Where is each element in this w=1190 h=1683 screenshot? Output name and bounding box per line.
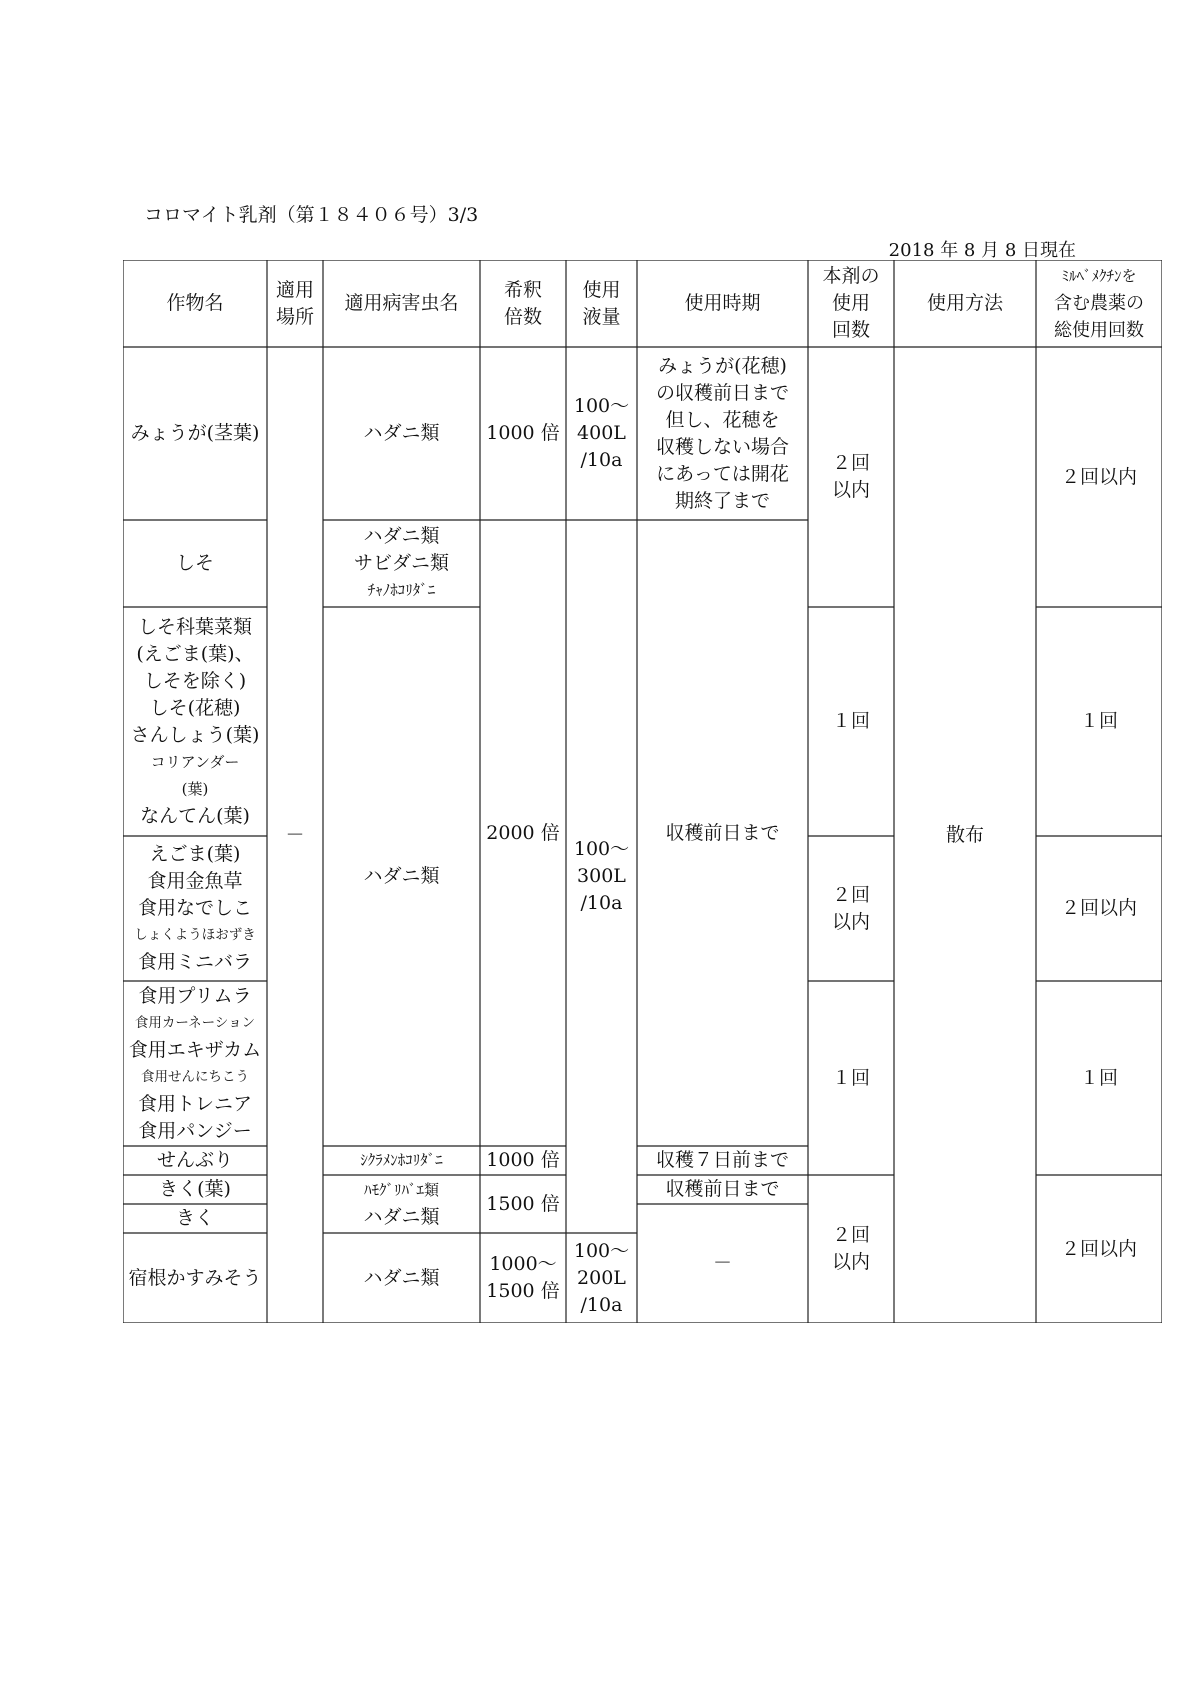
crop-kiku [123, 1204, 267, 1233]
cell-line: 食用ミニバラ [137, 951, 252, 973]
cell-text [1061, 464, 1137, 491]
cell-line: － [285, 823, 305, 846]
cell-line: ２回以内 [1060, 465, 1137, 488]
cell-line: ハダニ類 [363, 865, 440, 887]
dilution-myoga [480, 347, 566, 520]
cell-line: 散布 [945, 823, 984, 846]
crop-egoma-group [123, 836, 267, 981]
cell-text [354, 523, 449, 604]
header-count [808, 260, 894, 347]
pest-shiso [323, 520, 480, 607]
cell-text [946, 822, 984, 849]
cell-line: 100～ [573, 838, 630, 860]
cell-line: 1000 倍 [486, 422, 560, 444]
cell-text [582, 277, 620, 331]
cell-text [486, 1251, 559, 1305]
crop-senburi [123, 1146, 267, 1175]
cell-line: 収穫前日まで [665, 821, 780, 844]
pest-senburi [323, 1146, 480, 1175]
cell-line: 適用 [275, 278, 314, 301]
header-total-count [1036, 260, 1162, 347]
cell-line: しそ(花穂) [149, 696, 241, 719]
cell-line: ハダニ類 [363, 1266, 440, 1289]
cell-text [176, 1205, 214, 1232]
crop-kasumisou [123, 1233, 267, 1323]
cell-line: /10a [580, 892, 623, 914]
cell-line: 食用エキザカム [128, 1038, 262, 1061]
cell-line: 宿根かすみそう [128, 1266, 262, 1289]
cell-line: なんてん(葉) [140, 804, 250, 827]
total-c [1036, 836, 1162, 981]
cell-text [134, 841, 256, 976]
cell-text [131, 614, 260, 830]
cell-text [486, 1147, 559, 1174]
timing-main [637, 520, 808, 1146]
cell-line: １回 [1079, 710, 1118, 732]
timing-kasumisou [637, 1204, 808, 1323]
cell-text [1061, 1236, 1137, 1263]
cell-line: 食用トレニア [137, 1092, 252, 1115]
cell-text [363, 1265, 439, 1292]
cell-line: ﾊﾓｸﾞﾘﾊﾞｴ類 [363, 1181, 439, 1199]
pesticide-table [123, 260, 1162, 1323]
place-all [267, 347, 323, 1323]
cell-text [159, 1176, 231, 1203]
cell-line: /10a [580, 1293, 623, 1316]
pest-myoga [323, 347, 480, 520]
cell-line: 以内 [831, 1251, 870, 1273]
cell-line: きく [175, 1207, 214, 1229]
cell-line: 食用パンジー [138, 1119, 252, 1142]
cell-line: 以内 [831, 910, 870, 933]
cell-text [486, 420, 559, 447]
cell-line: 使用 [831, 292, 870, 314]
cell-line: 収穫しない場合 [655, 435, 789, 458]
dilution-senburi [480, 1146, 566, 1175]
header-pest [323, 260, 480, 347]
cell-text [1061, 895, 1137, 922]
cell-line: 以内 [831, 479, 870, 501]
cell-text [486, 820, 559, 847]
cell-line: 期終了まで [674, 489, 770, 512]
cell-line: 1500 倍 [486, 1192, 560, 1215]
dilution-main [480, 520, 566, 1146]
cell-line: 適用病害虫名 [344, 292, 459, 314]
cell-line: 食用なでしこ [137, 897, 252, 919]
volume-myoga [566, 347, 637, 520]
total-e [1036, 1175, 1162, 1323]
crop-kiku-leaf [123, 1175, 267, 1204]
cell-line: えごま(葉) [149, 843, 241, 865]
timing-kiku [637, 1175, 808, 1204]
cell-line: /10a [580, 449, 623, 471]
cell-line: 総使用回数 [1054, 320, 1144, 341]
cell-text [822, 263, 879, 344]
cell-line: 200L [577, 1266, 626, 1289]
crop-shiso [123, 520, 267, 607]
pest-main [323, 607, 480, 1146]
document-title: コロマイト乳剤（第１８４０６号）3/3 [144, 204, 479, 226]
cell-line: 液量 [582, 305, 621, 328]
cell-line: 使用方法 [926, 292, 1003, 314]
header-dilution [480, 260, 566, 347]
cell-line: 倍数 [503, 305, 542, 328]
method-all [894, 347, 1036, 1323]
cell-line: みょうが(花穂) [658, 354, 787, 377]
cell-line: 希釈 [503, 278, 542, 301]
cell-text [360, 1147, 443, 1174]
cell-line: 場所 [275, 305, 314, 328]
count-a [808, 347, 894, 607]
cell-text [363, 1177, 439, 1231]
cell-line: さんしょう(葉) [130, 723, 260, 746]
cell-line: 食用金魚草 [147, 870, 243, 892]
cell-line: ﾁｬﾉﾎｺﾘﾀﾞﾆ [367, 581, 436, 599]
cell-text [166, 290, 223, 317]
as-of-date: 2018 年 8 月 8 日現在 [888, 240, 1076, 261]
dilution-kiku [480, 1175, 566, 1233]
cell-text [1080, 1065, 1118, 1092]
cell-text [363, 863, 439, 890]
count-e [808, 1175, 894, 1323]
count-b [808, 607, 894, 836]
cell-text [574, 1238, 629, 1319]
cell-text [176, 550, 214, 577]
header-timing [637, 260, 808, 347]
cell-line: (葉) [181, 779, 209, 798]
cell-text [157, 1147, 233, 1174]
cell-line: せんぶり [156, 1149, 233, 1171]
cell-text [574, 836, 629, 917]
cell-text [363, 420, 439, 447]
cell-line: 食用プリムラ [138, 984, 252, 1007]
cell-line: － [712, 1252, 732, 1274]
cell-line: にあっては開花 [656, 462, 789, 485]
cell-line: しそ [175, 552, 214, 574]
cell-line: きく(葉) [159, 1178, 231, 1200]
cell-line: 2000 倍 [486, 821, 560, 844]
header-crop [123, 260, 267, 347]
cell-line: ハダニ類 [363, 422, 440, 444]
cell-line: 食用せんにちこう [141, 1068, 249, 1085]
cell-line: 1500 倍 [486, 1280, 560, 1302]
header-volume [566, 260, 637, 347]
cell-line: しそを除く) [143, 669, 247, 692]
cell-text [128, 1265, 261, 1292]
cell-text [1080, 708, 1118, 735]
cell-line: １回 [1079, 1066, 1118, 1089]
cell-text [129, 983, 262, 1145]
cell-line: 含む農薬の [1054, 293, 1144, 314]
cell-text [486, 1191, 559, 1218]
crop-shiso-family [123, 607, 267, 836]
cell-line: (えごま(葉)、 [136, 642, 254, 665]
cell-line: ﾐﾙﾍﾞﾒｸﾁﾝを [1061, 267, 1137, 285]
cell-text [285, 822, 304, 849]
cell-text [1054, 263, 1144, 344]
cell-line: 本剤の [822, 265, 880, 287]
cell-line: 作物名 [166, 292, 224, 314]
cell-text [665, 820, 779, 847]
cell-line: 100～ [573, 1239, 630, 1262]
volume-kasumisou [566, 1233, 637, 1323]
cell-line: 400L [577, 422, 626, 444]
cell-line: しそ科葉菜類 [137, 615, 252, 638]
cell-text [832, 1065, 870, 1092]
count-c [808, 836, 894, 981]
cell-text [276, 277, 314, 331]
total-b [1036, 607, 1162, 836]
pest-kasumisou [323, 1233, 480, 1323]
cell-line: ２回 [831, 452, 870, 474]
cell-text [344, 290, 458, 317]
crop-myoga [123, 347, 267, 520]
cell-line: みょうが(茎葉) [130, 422, 260, 444]
total-a [1036, 347, 1162, 607]
cell-line: コリアンダー [150, 752, 240, 771]
cell-line: ハダニ類 [363, 1206, 440, 1228]
cell-line: の収穫前日まで [655, 381, 789, 404]
count-d [808, 981, 894, 1175]
dilution-kasumisou [480, 1233, 566, 1323]
cell-text [832, 1222, 870, 1276]
volume-main [566, 520, 637, 1233]
cell-line: 1000～ [489, 1253, 557, 1275]
cell-line: 収穫前日まで [665, 1178, 780, 1200]
cell-text [927, 290, 1003, 317]
cell-line: ２回以内 [1060, 897, 1137, 919]
pest-kiku [323, 1175, 480, 1233]
timing-myoga [637, 347, 808, 520]
cell-line: 食用カーネーション [134, 1014, 256, 1031]
cell-line: 使用時期 [684, 292, 761, 314]
cell-line: サビダニ類 [353, 552, 449, 574]
cell-line: 300L [577, 865, 626, 887]
cell-line: 使用 [582, 278, 621, 301]
cell-text [504, 277, 542, 331]
cell-line: ２回 [831, 1224, 870, 1246]
cell-line: 100～ [573, 395, 630, 417]
cell-text [656, 353, 789, 515]
cell-line: 収穫７日前まで [655, 1149, 789, 1171]
cell-line: しょくようほおずき [134, 927, 256, 943]
cell-line: ハダニ類 [363, 525, 440, 547]
cell-line: 回数 [831, 319, 870, 341]
header-place [267, 260, 323, 347]
cell-text [832, 708, 870, 735]
header-method [894, 260, 1036, 347]
timing-senburi [637, 1146, 808, 1175]
cell-line: １回 [831, 1066, 870, 1089]
cell-text [656, 1147, 789, 1174]
cell-text [832, 882, 870, 936]
crop-primula-group [123, 981, 267, 1146]
cell-line: ２回 [831, 883, 870, 906]
cell-text [832, 450, 870, 504]
cell-text [684, 290, 760, 317]
cell-line: ２回以内 [1060, 1237, 1137, 1260]
cell-line: 1000 倍 [486, 1149, 560, 1171]
cell-text [665, 1176, 779, 1203]
cell-text [131, 420, 260, 447]
cell-text [574, 393, 629, 474]
cell-line: １回 [831, 710, 870, 732]
cell-line: 但し、花穂を [665, 408, 780, 431]
cell-line: ｼｸﾗﾒﾝﾎｺﾘﾀﾞﾆ [360, 1151, 443, 1169]
total-d [1036, 981, 1162, 1175]
cell-text [713, 1250, 732, 1277]
